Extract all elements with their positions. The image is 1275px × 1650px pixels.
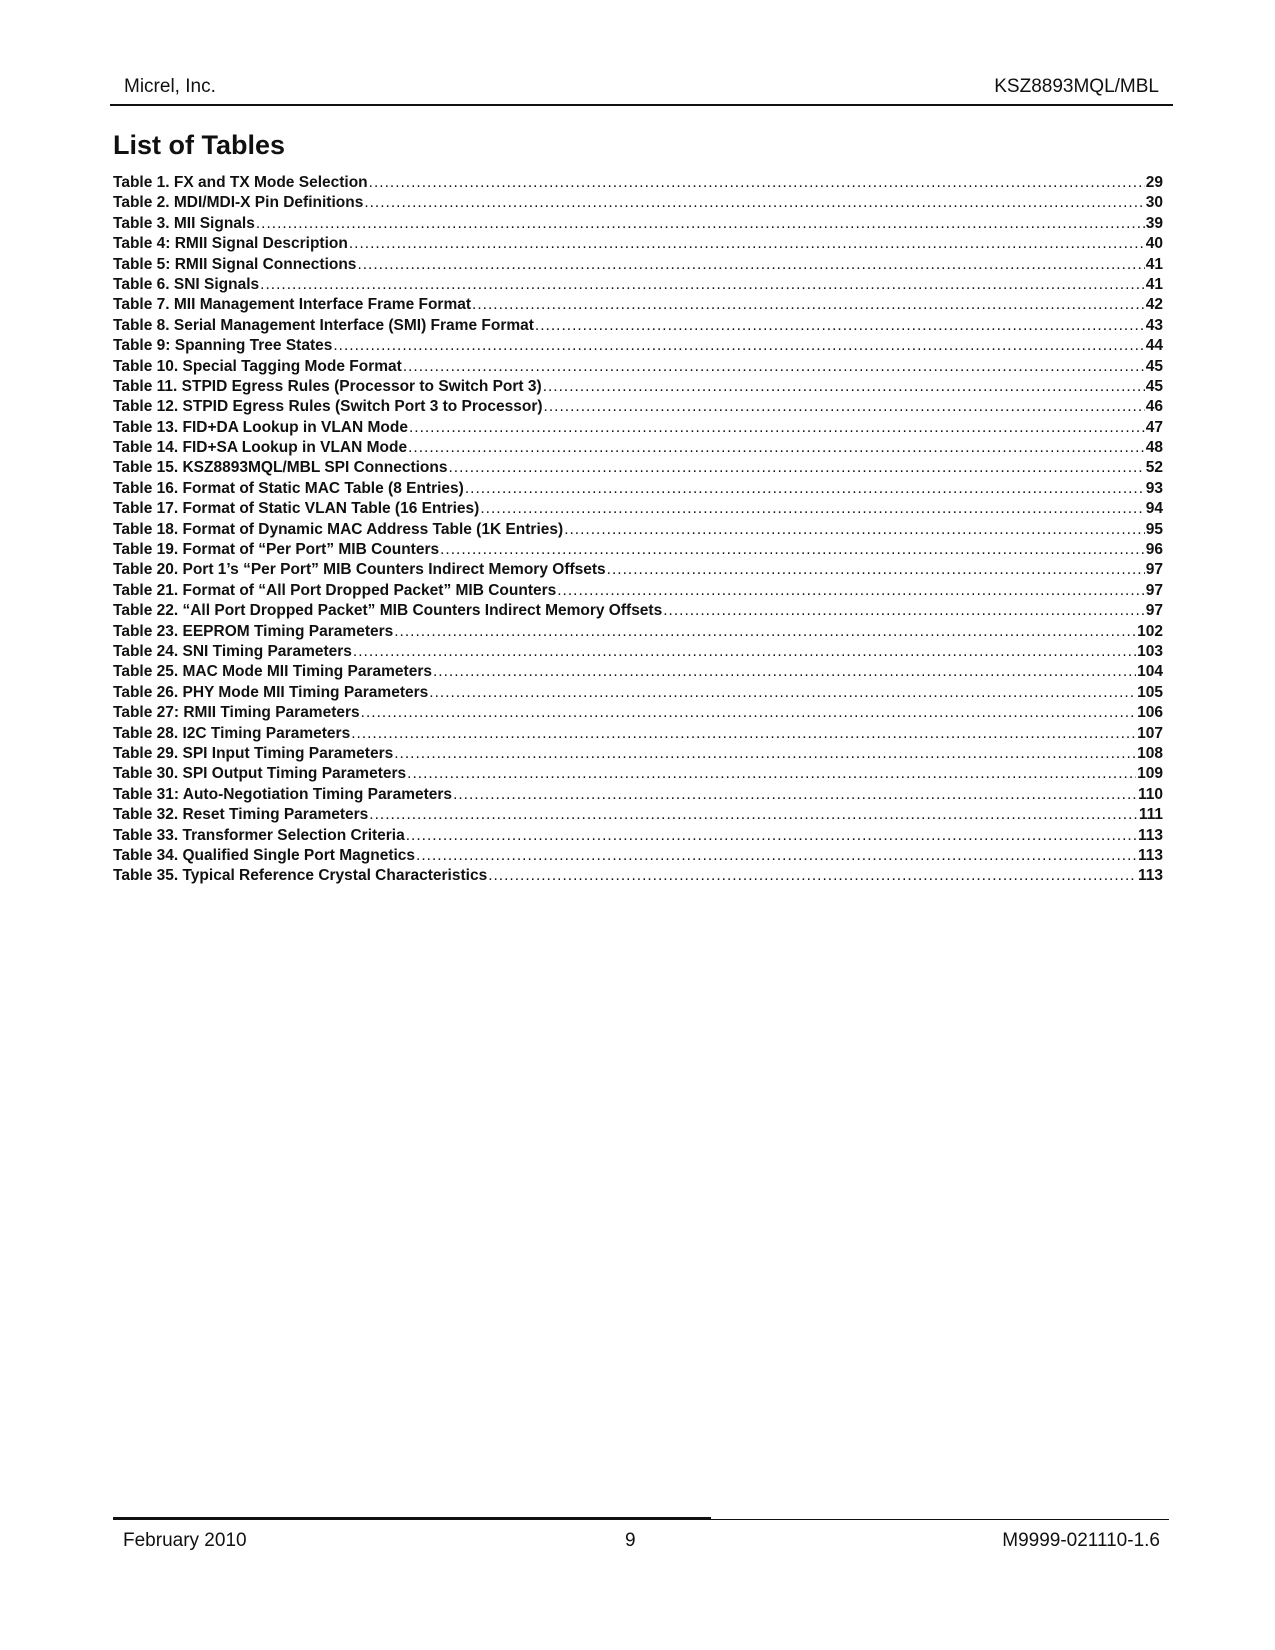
- toc-entry-label: Table 31: Auto-Negotiation Timing Parameters: [113, 785, 453, 803]
- toc-dot-leader: [364, 194, 1144, 212]
- toc-dot-leader: [429, 684, 1136, 702]
- toc-entry[interactable]: [113, 806, 1163, 826]
- toc-entry-label: Table 16. Format of Static MAC Table (8 Entries): [113, 479, 464, 497]
- toc-entry-page: 94: [1145, 500, 1163, 518]
- toc-entry-page: 96: [1145, 541, 1163, 559]
- toc-entry[interactable]: [113, 602, 1163, 622]
- toc-dot-leader: [369, 806, 1138, 824]
- toc-dot-leader: [416, 847, 1137, 865]
- toc-dot-leader: [260, 276, 1145, 294]
- toc-entry[interactable]: [113, 867, 1163, 887]
- toc-dot-leader: [557, 582, 1145, 600]
- toc-dot-leader: [480, 500, 1144, 518]
- toc-entry-label: Table 22. “All Port Dropped Packet” MIB Counters Indirect Memory Offsets: [113, 602, 663, 620]
- toc-entry-page: 109: [1137, 765, 1163, 783]
- toc-dot-leader: [607, 561, 1145, 579]
- toc-entry-label: Table 35. Typical Reference Crystal Characteristics: [113, 867, 488, 885]
- toc-entry-label: Table 33. Transformer Selection Criteria: [113, 826, 405, 844]
- toc-entry-label: Table 30. SPI Output Timing Parameters: [113, 765, 407, 783]
- toc-entry-page: 106: [1137, 704, 1163, 722]
- toc-entry[interactable]: [113, 480, 1163, 500]
- toc-entry-label: Table 23. EEPROM Timing Parameters: [113, 622, 394, 640]
- toc-entry[interactable]: [113, 317, 1163, 337]
- toc-entry[interactable]: [113, 561, 1163, 581]
- toc-dot-leader: [564, 521, 1145, 539]
- toc-entry[interactable]: [113, 235, 1163, 255]
- toc-dot-leader: [403, 358, 1145, 376]
- toc-entry-label: Table 19. Format of “Per Port” MIB Counters: [113, 541, 440, 559]
- toc-entry-page: 40: [1145, 235, 1163, 253]
- toc-entry-page: 42: [1145, 296, 1163, 314]
- toc-entry[interactable]: [113, 500, 1163, 520]
- toc-entry-page: 104: [1137, 663, 1163, 681]
- toc-entry[interactable]: [113, 765, 1163, 785]
- toc-entry-label: Table 9: Spanning Tree States: [113, 337, 333, 355]
- toc-entry[interactable]: [113, 419, 1163, 439]
- toc-entry-label: Table 26. PHY Mode MII Timing Parameters: [113, 683, 429, 701]
- toc-entry-label: Table 2. MDI/MDI-X Pin Definitions: [113, 194, 364, 212]
- toc-dot-leader: [333, 337, 1144, 355]
- toc-entry-page: 113: [1137, 846, 1163, 864]
- toc-dot-leader: [361, 704, 1136, 722]
- toc-dot-leader: [543, 378, 1145, 396]
- toc-dot-leader: [453, 786, 1137, 804]
- toc-entry-label: Table 34. Qualified Single Port Magnetics: [113, 846, 416, 864]
- toc-entry-page: 110: [1137, 785, 1163, 803]
- toc-dot-leader: [488, 867, 1137, 885]
- toc-entry-label: Table 13. FID+DA Lookup in VLAN Mode: [113, 418, 408, 436]
- toc-entry-label: Table 11. STPID Egress Rules (Processor to Switch Port 3): [113, 377, 542, 395]
- toc-entry-label: Table 3. MII Signals: [113, 214, 255, 232]
- toc-entry-page: 41: [1145, 255, 1163, 273]
- toc-entry-page: 29: [1145, 174, 1163, 191]
- toc-entry-page: 52: [1145, 459, 1163, 477]
- toc-entry[interactable]: [113, 337, 1163, 357]
- toc-dot-leader: [407, 765, 1136, 783]
- toc-entry[interactable]: [113, 541, 1163, 561]
- toc-entry[interactable]: [113, 439, 1163, 459]
- toc-entry-page: 97: [1145, 561, 1163, 579]
- footer-page-number: 9: [625, 1530, 636, 1551]
- toc-entry[interactable]: [113, 704, 1163, 724]
- toc-entry[interactable]: [113, 684, 1163, 704]
- footer-date: February 2010: [123, 1530, 247, 1551]
- toc-entry[interactable]: [113, 847, 1163, 867]
- toc-dot-leader: [409, 419, 1145, 437]
- toc-entry-page: 93: [1145, 479, 1163, 497]
- toc-entry-page: 97: [1145, 602, 1163, 620]
- toc-entry[interactable]: [113, 256, 1163, 276]
- toc-entry[interactable]: [113, 174, 1163, 194]
- toc-entry[interactable]: [113, 582, 1163, 602]
- toc-entry[interactable]: [113, 643, 1163, 663]
- toc-dot-leader: [433, 663, 1136, 681]
- toc-dot-leader: [472, 296, 1145, 314]
- toc-dot-leader: [351, 725, 1136, 743]
- toc-entry-label: Table 7. MII Management Interface Frame Format: [113, 296, 472, 314]
- toc-dot-leader: [353, 643, 1136, 661]
- toc-dot-leader: [406, 827, 1137, 845]
- footer-rule: [113, 1519, 1169, 1520]
- toc-entry[interactable]: [113, 786, 1163, 806]
- toc-entry-page: 44: [1145, 337, 1163, 355]
- toc-dot-leader: [394, 745, 1136, 763]
- toc-entry[interactable]: [113, 459, 1163, 479]
- toc-entry-page: 97: [1145, 581, 1163, 599]
- toc-entry-page: 107: [1137, 724, 1163, 742]
- toc-entry-page: 45: [1145, 357, 1163, 375]
- toc-entry-page: 46: [1145, 398, 1163, 416]
- toc-dot-leader: [663, 602, 1145, 620]
- toc-entry[interactable]: [113, 827, 1163, 847]
- toc-entry-page: 45: [1145, 377, 1163, 395]
- toc-dot-leader: [440, 541, 1145, 559]
- toc-entry-label: Table 15. KSZ8893MQL/MBL SPI Connections: [113, 459, 448, 477]
- toc-dot-leader: [394, 623, 1136, 641]
- toc-entry-page: 30: [1145, 194, 1163, 212]
- toc-entry-page: 111: [1138, 806, 1163, 824]
- toc-entry[interactable]: [113, 215, 1163, 235]
- toc-entry-label: Table 10. Special Tagging Mode Format: [113, 357, 402, 375]
- list-of-tables: [113, 174, 1163, 888]
- toc-entry-page: 95: [1145, 520, 1163, 538]
- toc-dot-leader: [349, 235, 1145, 253]
- toc-entry-page: 113: [1137, 826, 1163, 844]
- toc-entry-label: Table 17. Format of Static VLAN Table (16 Entries): [113, 500, 480, 518]
- toc-entry-label: Table 24. SNI Timing Parameters: [113, 642, 352, 660]
- toc-entry-page: 113: [1137, 867, 1163, 885]
- toc-entry-label: Table 1. FX and TX Mode Selection: [113, 174, 368, 191]
- page-title: List of Tables: [113, 130, 286, 160]
- toc-entry-label: Table 25. MAC Mode MII Timing Parameters: [113, 663, 432, 681]
- toc-dot-leader: [544, 398, 1145, 416]
- toc-entry-label: Table 32. Reset Timing Parameters: [113, 806, 369, 824]
- toc-entry-page: 43: [1145, 316, 1163, 334]
- toc-entry-label: Table 28. I2C Timing Parameters: [113, 724, 351, 742]
- toc-dot-leader: [357, 256, 1144, 274]
- toc-entry[interactable]: [113, 296, 1163, 316]
- toc-entry-page: 108: [1137, 744, 1163, 762]
- toc-entry-label: Table 8. Serial Management Interface (SMI) Frame Format: [113, 316, 534, 334]
- toc-entry-page: 102: [1137, 622, 1163, 640]
- toc-entry-label: Table 20. Port 1’s “Per Port” MIB Counters Indirect Memory Offsets: [113, 561, 606, 579]
- footer-doc-number: M9999-021110-1.6: [1002, 1530, 1160, 1551]
- toc-entry-label: Table 14. FID+SA Lookup in VLAN Mode: [113, 439, 408, 457]
- toc-entry-page: 39: [1145, 214, 1163, 232]
- toc-entry-label: Table 27: RMII Timing Parameters: [113, 704, 360, 722]
- toc-entry-label: Table 12. STPID Egress Rules (Switch Port 3 to Processor): [113, 398, 543, 416]
- toc-dot-leader: [535, 317, 1145, 335]
- page-header: [110, 72, 1173, 106]
- toc-dot-leader: [448, 459, 1144, 477]
- toc-entry-label: Table 4: RMII Signal Description: [113, 235, 348, 253]
- toc-entry-label: Table 29. SPI Input Timing Parameters: [113, 744, 394, 762]
- toc-entry-page: 105: [1137, 683, 1163, 701]
- company-name: Micrel, Inc.: [124, 76, 216, 97]
- toc-entry-page: 47: [1145, 418, 1163, 436]
- toc-entry[interactable]: [113, 358, 1163, 378]
- toc-entry-page: 48: [1145, 439, 1163, 457]
- toc-entry[interactable]: [113, 623, 1163, 643]
- toc-dot-leader: [369, 174, 1145, 192]
- toc-dot-leader: [256, 215, 1145, 233]
- toc-entry-page: 103: [1137, 642, 1163, 660]
- toc-entry[interactable]: [113, 663, 1163, 683]
- part-number: KSZ8893MQL/MBL: [994, 76, 1159, 97]
- toc-dot-leader: [408, 439, 1145, 457]
- toc-entry-page: 41: [1145, 275, 1163, 293]
- toc-entry[interactable]: [113, 725, 1163, 745]
- toc-dot-leader: [465, 480, 1145, 498]
- toc-entry[interactable]: [113, 745, 1163, 765]
- toc-entry-label: Table 5: RMII Signal Connections: [113, 255, 357, 273]
- toc-entry-label: Table 18. Format of Dynamic MAC Address Table (1K Entries): [113, 520, 564, 538]
- toc-entry[interactable]: [113, 276, 1163, 296]
- toc-entry[interactable]: [113, 398, 1163, 418]
- toc-entry-label: Table 21. Format of “All Port Dropped Packet” MIB Counters: [113, 581, 557, 599]
- toc-entry[interactable]: [113, 378, 1163, 398]
- toc-entry[interactable]: [113, 194, 1163, 214]
- toc-entry-label: Table 6. SNI Signals: [113, 275, 260, 293]
- toc-entry[interactable]: [113, 521, 1163, 541]
